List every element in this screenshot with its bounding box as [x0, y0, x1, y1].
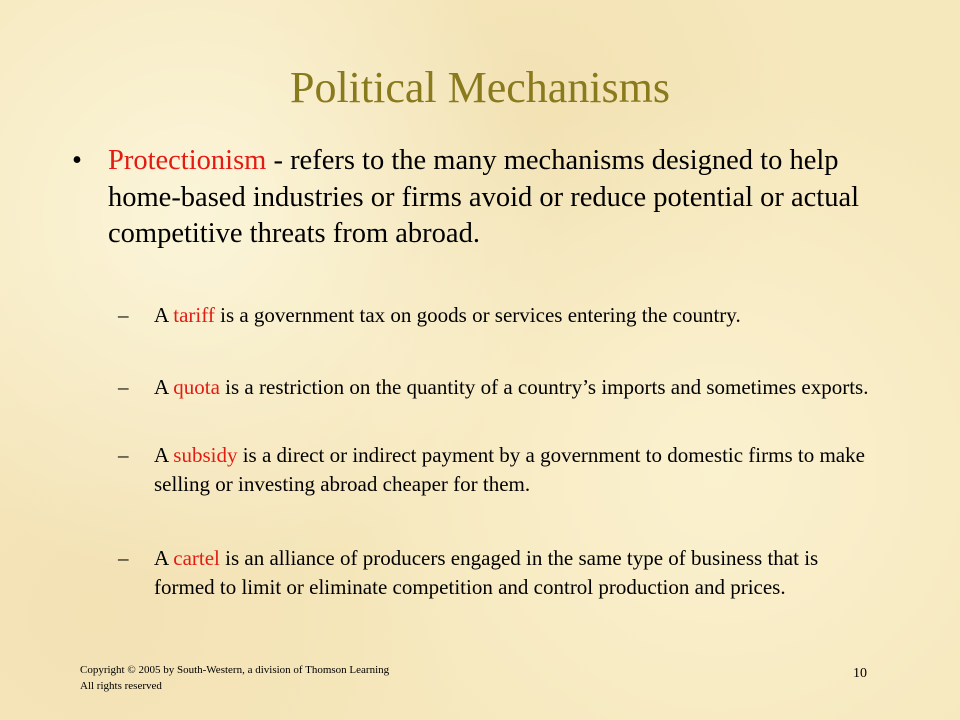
- sub-bullet-text: [154, 301, 876, 330]
- sub-bullet-text: [154, 373, 876, 402]
- sub-bullet-marker: –: [118, 303, 129, 327]
- page-number: 10: [853, 666, 867, 681]
- sub-bullet-term: quota: [173, 375, 220, 399]
- sub-bullet-term: cartel: [173, 546, 220, 570]
- bullet-term: Protectionism: [108, 145, 267, 176]
- sub-bullet-prefix: A: [154, 546, 174, 570]
- sub-bullet-definition: is a restriction on the quantity of a country’s imports and sometimes exports.: [219, 375, 869, 399]
- sub-bullet-prefix: A: [154, 375, 174, 399]
- sub-bullet-definition: is a government tax on goods or services entering the country.: [214, 303, 741, 327]
- sub-bullet-marker: –: [118, 375, 129, 399]
- sub-bullet-definition: is an alliance of producers engaged in the same type of business that is formed to limit or eliminate competition and control production and prices.: [154, 546, 819, 599]
- rights-line: All rights reserved: [80, 680, 162, 692]
- sub-bullet-definition: is a direct or indirect payment by a government to domestic firms to make selling or investing abroad cheaper for them.: [154, 443, 865, 496]
- bullet-marker: •: [72, 145, 82, 176]
- bullet-definition: - refers to the many mechanisms designed to help home-based industries or firms avoid or reduce potential or actual competitive threats from abroad.: [108, 145, 860, 249]
- copyright-line: Copyright © 2005 by South-Western, a division of Thomson Learning: [80, 664, 390, 676]
- copyright-notice: [80, 662, 389, 694]
- slide-title: Political Mechanisms: [289, 63, 671, 112]
- bullet-text: [108, 143, 868, 253]
- sub-bullet-text: [154, 441, 876, 499]
- sub-bullet-text: [154, 544, 876, 602]
- sub-bullet-term: tariff: [173, 303, 215, 327]
- sub-bullet-prefix: A: [154, 303, 174, 327]
- sub-bullet-prefix: A: [154, 443, 174, 467]
- sub-bullet-term: subsidy: [173, 443, 238, 467]
- sub-bullet-marker: –: [118, 443, 129, 467]
- sub-bullet-marker: –: [118, 546, 129, 570]
